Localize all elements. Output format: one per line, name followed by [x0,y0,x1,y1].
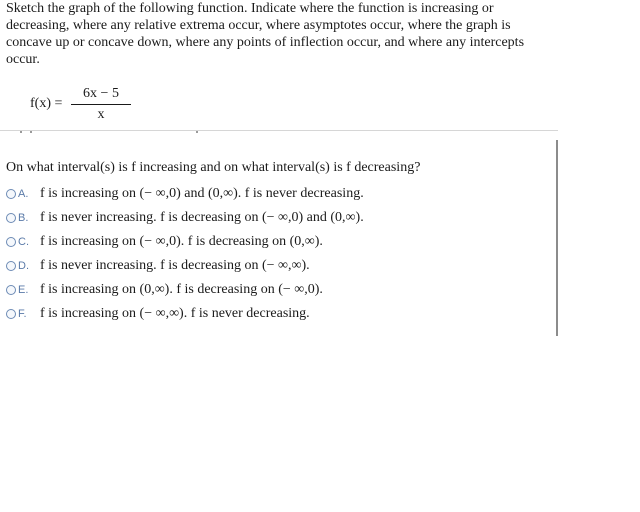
question-text: On what interval(s) is f increasing and on what interval(s) is f decreasing? [6,160,421,175]
fraction-numerator: 6x − 5 [83,86,119,101]
radio-button[interactable] [6,189,16,199]
problem-line-1: Sketch the graph of the following function. Indicate where the function is increasing or [6,1,494,16]
dot [30,131,32,133]
radio-button[interactable] [6,309,16,319]
option-a[interactable] [6,182,546,206]
option-letter: A. [18,188,29,200]
radio-button[interactable] [6,237,16,247]
option-text: f is increasing on (− ∞,0). f is decreasing on (0,∞). [40,234,323,249]
fraction-denominator: x [97,107,105,122]
option-letter: C. [18,236,29,248]
radio-button[interactable] [6,213,16,223]
option-text: f is increasing on (0,∞). f is decreasing on (− ∞,0). [40,282,323,297]
problem-line-4: occur. [6,52,40,67]
function-label: f(x) = [30,96,63,111]
option-f[interactable] [6,302,546,326]
option-d[interactable] [6,254,546,278]
option-text: f is increasing on (− ∞,0) and (0,∞). f is never decreasing. [40,186,364,201]
answer-options [6,182,546,326]
option-b[interactable] [6,206,546,230]
radio-button[interactable] [6,261,16,271]
option-e[interactable] [6,278,546,302]
option-letter: B. [18,212,29,224]
divider-dots [18,131,208,135]
option-letter: E. [18,284,29,296]
problem-line-3: concave up or concave down, where any points of inflection occur, and where any intercepts [6,35,525,50]
option-letter: D. [18,260,29,272]
dot [196,131,198,133]
option-letter: F. [18,308,27,320]
problem-statement [6,0,566,68]
fraction-bar [71,104,131,105]
option-text: f is never increasing. f is decreasing on (− ∞,0) and (0,∞). [40,210,364,225]
scroll-divider [556,140,558,336]
option-c[interactable] [6,230,546,254]
function-fraction [68,86,134,123]
option-text: f is increasing on (− ∞,∞). f is never decreasing. [40,306,310,321]
dot [20,131,22,133]
option-text: f is never increasing. f is decreasing on (− ∞,∞). [40,258,310,273]
radio-button[interactable] [6,285,16,295]
problem-line-2: decreasing, where any relative extrema occur, where asymptotes occur, where the graph is [6,18,511,33]
